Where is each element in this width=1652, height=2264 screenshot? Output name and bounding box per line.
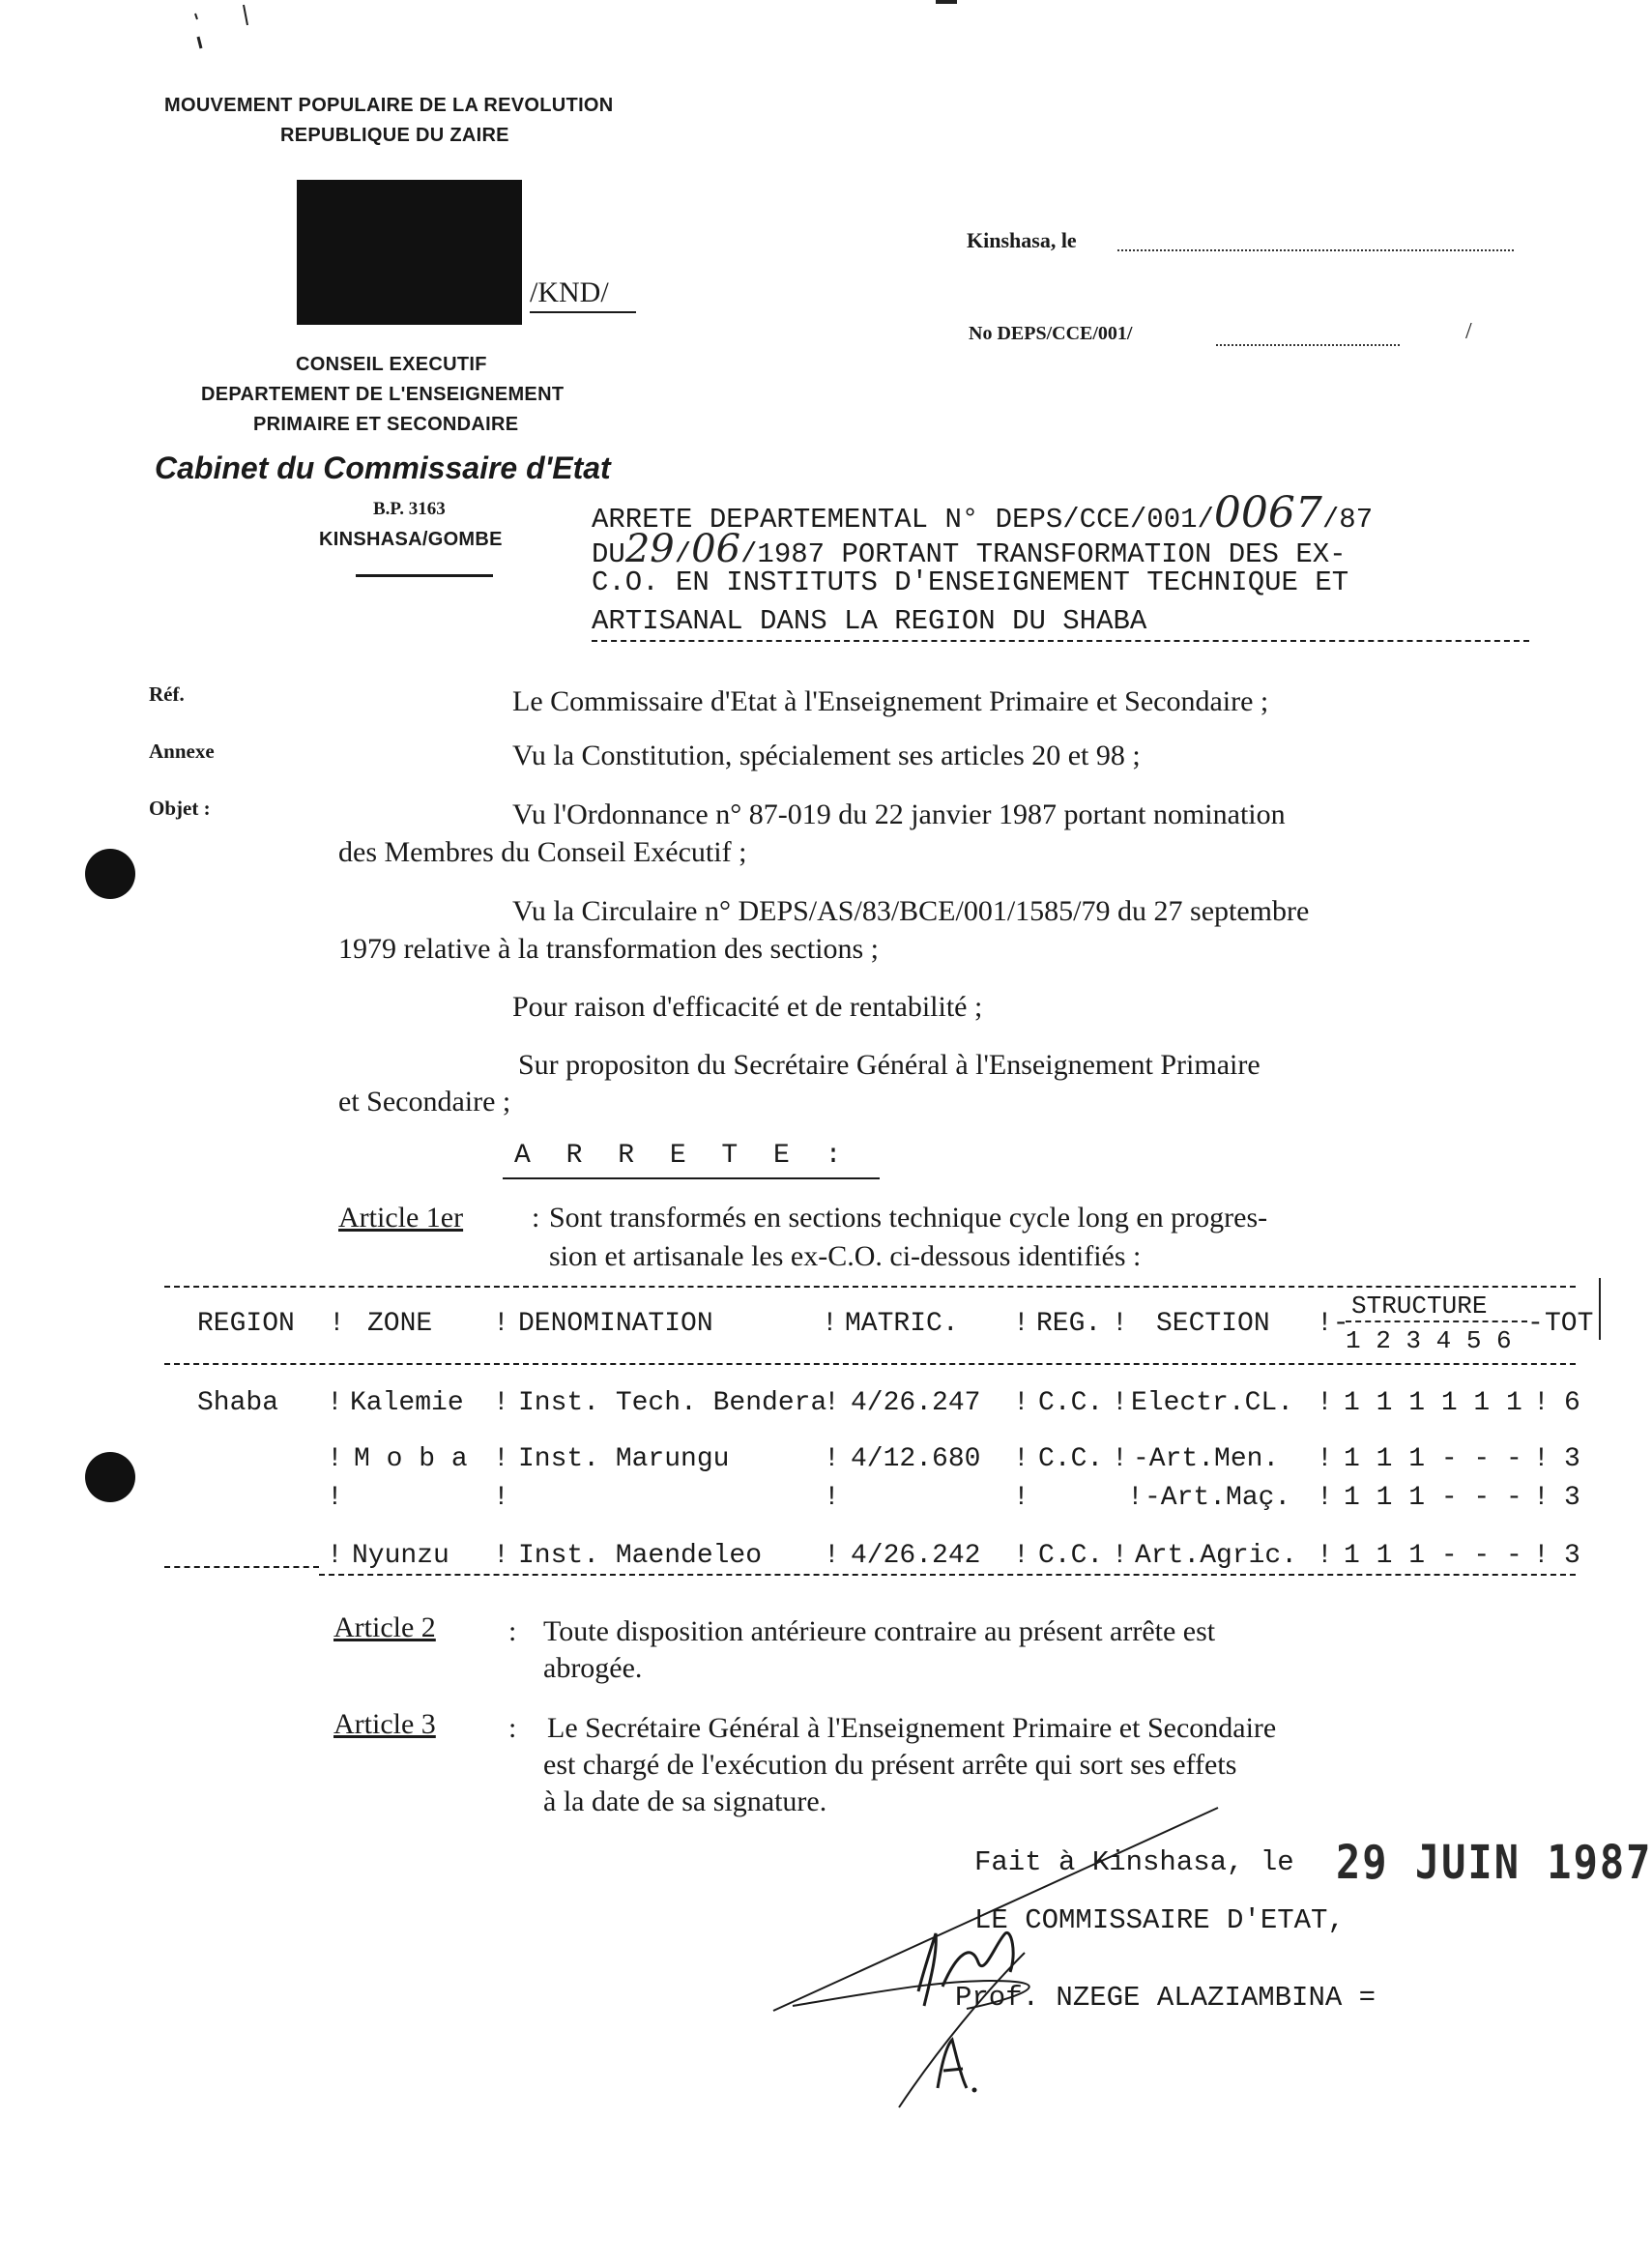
cell-section: -Art.Men. [1133, 1444, 1280, 1474]
col-sep: ! [1112, 1309, 1128, 1339]
title-line-2 [592, 527, 1347, 571]
cell-reg: C.C. [1038, 1541, 1104, 1571]
decree-number-handwritten: 0067 [1213, 488, 1322, 537]
col-sep: ! [824, 1483, 840, 1513]
col-sep: ! [1533, 1444, 1550, 1474]
article-3-text-3: à la date de sa signature. [543, 1785, 827, 1817]
col-sep: ! [1533, 1388, 1550, 1418]
header-line-2: REPUBLIQUE DU ZAIRE [280, 125, 509, 146]
cell-tot: 3 [1564, 1444, 1580, 1474]
col-sep: ! [1112, 1388, 1128, 1418]
cell-reg: C.C. [1038, 1388, 1104, 1418]
scan-mark [936, 0, 957, 4]
col-sep: ! [1317, 1483, 1333, 1513]
table-right-edge [1599, 1278, 1601, 1340]
col-sep: ! [1317, 1444, 1333, 1474]
header-city: KINSHASA/GOMBE [319, 529, 503, 550]
cell-structure: 1 1 1 1 1 1 [1344, 1388, 1522, 1418]
col-header-reg: REG. [1036, 1309, 1102, 1339]
postal-box: B.P. 3163 [373, 499, 446, 519]
col-sep: ! [493, 1309, 509, 1339]
article-2-label: Article 2 [333, 1611, 436, 1643]
col-sep: ! [1127, 1483, 1144, 1513]
handwritten-signature [764, 1798, 1228, 2117]
signatory-name: Prof. NZEGE ALAZIAMBINA = [955, 1982, 1377, 2014]
col-header-region: REGION [197, 1309, 295, 1339]
cell-structure: 1 1 1 - - - [1344, 1541, 1522, 1571]
reference-underline [530, 311, 636, 313]
header-line-1: MOUVEMENT POPULAIRE DE LA REVOLUTION [164, 95, 614, 116]
col-sep: ! [493, 1483, 509, 1513]
cell-matric: 4/26.242 [851, 1541, 981, 1571]
col-sep: ! [493, 1388, 509, 1418]
cell-denomination: Inst. Maendeleo [518, 1541, 763, 1571]
preamble-proposition-1: Sur propositon du Secrétaire Général à l'Enseignement Primaire [518, 1049, 1261, 1081]
article-3-text-1: Le Secrétaire Général à l'Enseignement Primaire et Secondaire [547, 1712, 1277, 1744]
col-sep: ! [1013, 1444, 1029, 1474]
title-line-4: ARTISANAL DANS LA REGION DU SHABA [592, 605, 1147, 637]
cell-tot: 3 [1564, 1483, 1580, 1513]
place-label: Kinshasa, le [967, 228, 1077, 252]
col-sep: ! [1317, 1388, 1333, 1418]
cell-zone: Kalemie [350, 1388, 464, 1418]
col-sep: ! [1112, 1541, 1128, 1571]
col-sep: ! [824, 1541, 840, 1571]
date-dotted-line [1117, 249, 1514, 251]
redacted-block [297, 180, 522, 325]
structure-header-rule [1346, 1321, 1527, 1322]
table-bottom-rule [319, 1574, 1576, 1576]
col-header-tot: TOT [1545, 1309, 1594, 1339]
col-sep: ! [1533, 1541, 1550, 1571]
table-bottom-rule-left [164, 1566, 319, 1568]
punch-hole-bottom [85, 1452, 135, 1502]
col-sep: ! [1013, 1388, 1029, 1418]
col-sep: ! [327, 1444, 343, 1474]
reference-suffix: /KND/ [530, 276, 609, 308]
cell-denomination: Inst. Marungu [518, 1444, 730, 1474]
col-sep: ! [824, 1444, 840, 1474]
cell-section: Electr.CL. [1131, 1388, 1294, 1418]
cell-zone: Nyunzu [352, 1541, 449, 1571]
preamble-efficacite: Pour raison d'efficacité et de rentabilité ; [512, 991, 983, 1023]
decree-day-handwritten: 29 [624, 527, 675, 571]
arrete-heading: A R R E T E : [514, 1141, 852, 1171]
col-sep: ! [493, 1541, 509, 1571]
title-line-3: C.O. EN INSTITUTS D'ENSEIGNEMENT TECHNIQUE ET [592, 566, 1349, 598]
col-sep: !- [1317, 1309, 1349, 1339]
number-dotted-line [1216, 344, 1400, 346]
preamble-ordonnance-1: Vu l'Ordonnance n° 87-019 du 22 janvier 1987 portant nomination [512, 798, 1286, 830]
col-header-zone: ZONE [367, 1309, 433, 1339]
preamble-circulaire-2: 1979 relative à la transformation des sections ; [338, 933, 879, 965]
col-sep: ! [824, 1388, 840, 1418]
col-sep: ! [822, 1309, 838, 1339]
structure-digits: 1 2 3 4 5 6 [1346, 1326, 1512, 1355]
cell-denomination: Inst. Tech. Bendera [518, 1388, 827, 1418]
cell-structure: 1 1 1 - - - [1344, 1483, 1522, 1513]
cabinet-title: Cabinet du Commissaire d'Etat [155, 450, 611, 485]
cell-tot: 3 [1564, 1541, 1580, 1571]
preamble-proposition-2: et Secondaire ; [338, 1086, 511, 1117]
cell-matric: 4/26.247 [851, 1388, 981, 1418]
col-header-denomination: DENOMINATION [518, 1309, 713, 1339]
title-line-1-text: ARRETE DEPARTEMENTAL N° DEPS/CCE/001/ [592, 504, 1214, 536]
cell-region: Shaba [197, 1388, 279, 1418]
col-header-section: SECTION [1156, 1309, 1270, 1339]
ref-label: Réf. [149, 682, 185, 706]
cell-section: -Art.Maç. [1145, 1483, 1291, 1513]
col-sep: ! [327, 1388, 343, 1418]
col-sep: ! [327, 1541, 343, 1571]
article-1-colon: : [532, 1202, 540, 1234]
title-dashed-underline [592, 640, 1529, 642]
title-date-separator: / [674, 538, 692, 570]
article-2-text-1: Toute disposition antérieure contraire au présent arrête est [543, 1615, 1216, 1647]
cell-section: Art.Agric. [1135, 1541, 1298, 1571]
fait-a-kinshasa: Fait à Kinshasa, le [974, 1846, 1294, 1878]
cell-structure: 1 1 1 - - - [1344, 1444, 1522, 1474]
header-divider [356, 574, 493, 577]
col-sep: ! [1013, 1309, 1029, 1339]
number-slash: / [1465, 319, 1472, 344]
arrete-underline [503, 1177, 880, 1179]
number-label: No DEPS/CCE/001/ [969, 323, 1133, 344]
article-3-colon: : [508, 1712, 517, 1744]
table-header-rule [164, 1363, 1576, 1365]
title-line-1-year: /87 [1321, 504, 1374, 536]
punch-hole-top [85, 849, 135, 899]
col-header-matric: MATRIC. [845, 1309, 959, 1339]
col-sep: ! [493, 1444, 509, 1474]
scan-marks [174, 0, 261, 58]
article-1-label: Article 1er [338, 1202, 464, 1234]
col-sep: ! [1013, 1483, 1029, 1513]
preamble-circulaire-1: Vu la Circulaire n° DEPS/AS/83/BCE/001/1585/79 du 27 septembre [512, 895, 1310, 927]
date-stamp: 29 JUIN 1987 [1336, 1835, 1652, 1890]
col-sep: ! [329, 1309, 345, 1339]
article-3-label: Article 3 [333, 1708, 436, 1740]
col-sep: - [1527, 1309, 1544, 1339]
title-line-2-text: /1987 PORTANT TRANSFORMATION DES EX- [740, 538, 1347, 570]
col-sep: ! [1013, 1541, 1029, 1571]
article-1-text-1: Sont transformés en sections technique cycle long en progres- [549, 1202, 1268, 1234]
col-header-structure: STRUCTURE [1351, 1292, 1488, 1321]
article-1-text-2: sion et artisanale les ex-C.O. ci-dessous identifiés : [549, 1240, 1142, 1272]
article-2-text-2: abrogée. [543, 1652, 643, 1684]
col-sep: ! [1112, 1444, 1128, 1474]
commissaire-title: LE COMMISSAIRE D'ETAT, [974, 1904, 1345, 1936]
table-top-rule [164, 1286, 1576, 1288]
decree-month-handwritten: 06 [691, 527, 741, 571]
cell-zone: M o b a [354, 1444, 468, 1474]
council-line-1: CONSEIL EXECUTIF [296, 354, 487, 375]
article-2-colon: : [508, 1615, 517, 1647]
col-sep: ! [1317, 1541, 1333, 1571]
preamble-commissaire: Le Commissaire d'Etat à l'Enseignement Primaire et Secondaire ; [512, 685, 1269, 717]
preamble-constitution: Vu la Constitution, spécialement ses articles 20 et 98 ; [512, 740, 1141, 771]
preamble-ordonnance-2: des Membres du Conseil Exécutif ; [338, 836, 747, 868]
council-line-2: DEPARTEMENT DE L'ENSEIGNEMENT [201, 384, 565, 405]
annexe-label: Annexe [149, 740, 215, 763]
objet-label: Objet : [149, 797, 211, 820]
article-3-text-2: est chargé de l'exécution du présent arrête qui sort ses effets [543, 1749, 1237, 1781]
council-line-3: PRIMAIRE ET SECONDAIRE [253, 414, 519, 435]
cell-reg: C.C. [1038, 1444, 1104, 1474]
title-du: DU [592, 538, 625, 570]
cell-matric: 4/12.680 [851, 1444, 981, 1474]
col-sep: ! [1533, 1483, 1550, 1513]
col-sep: ! [327, 1483, 343, 1513]
cell-tot: 6 [1564, 1388, 1580, 1418]
